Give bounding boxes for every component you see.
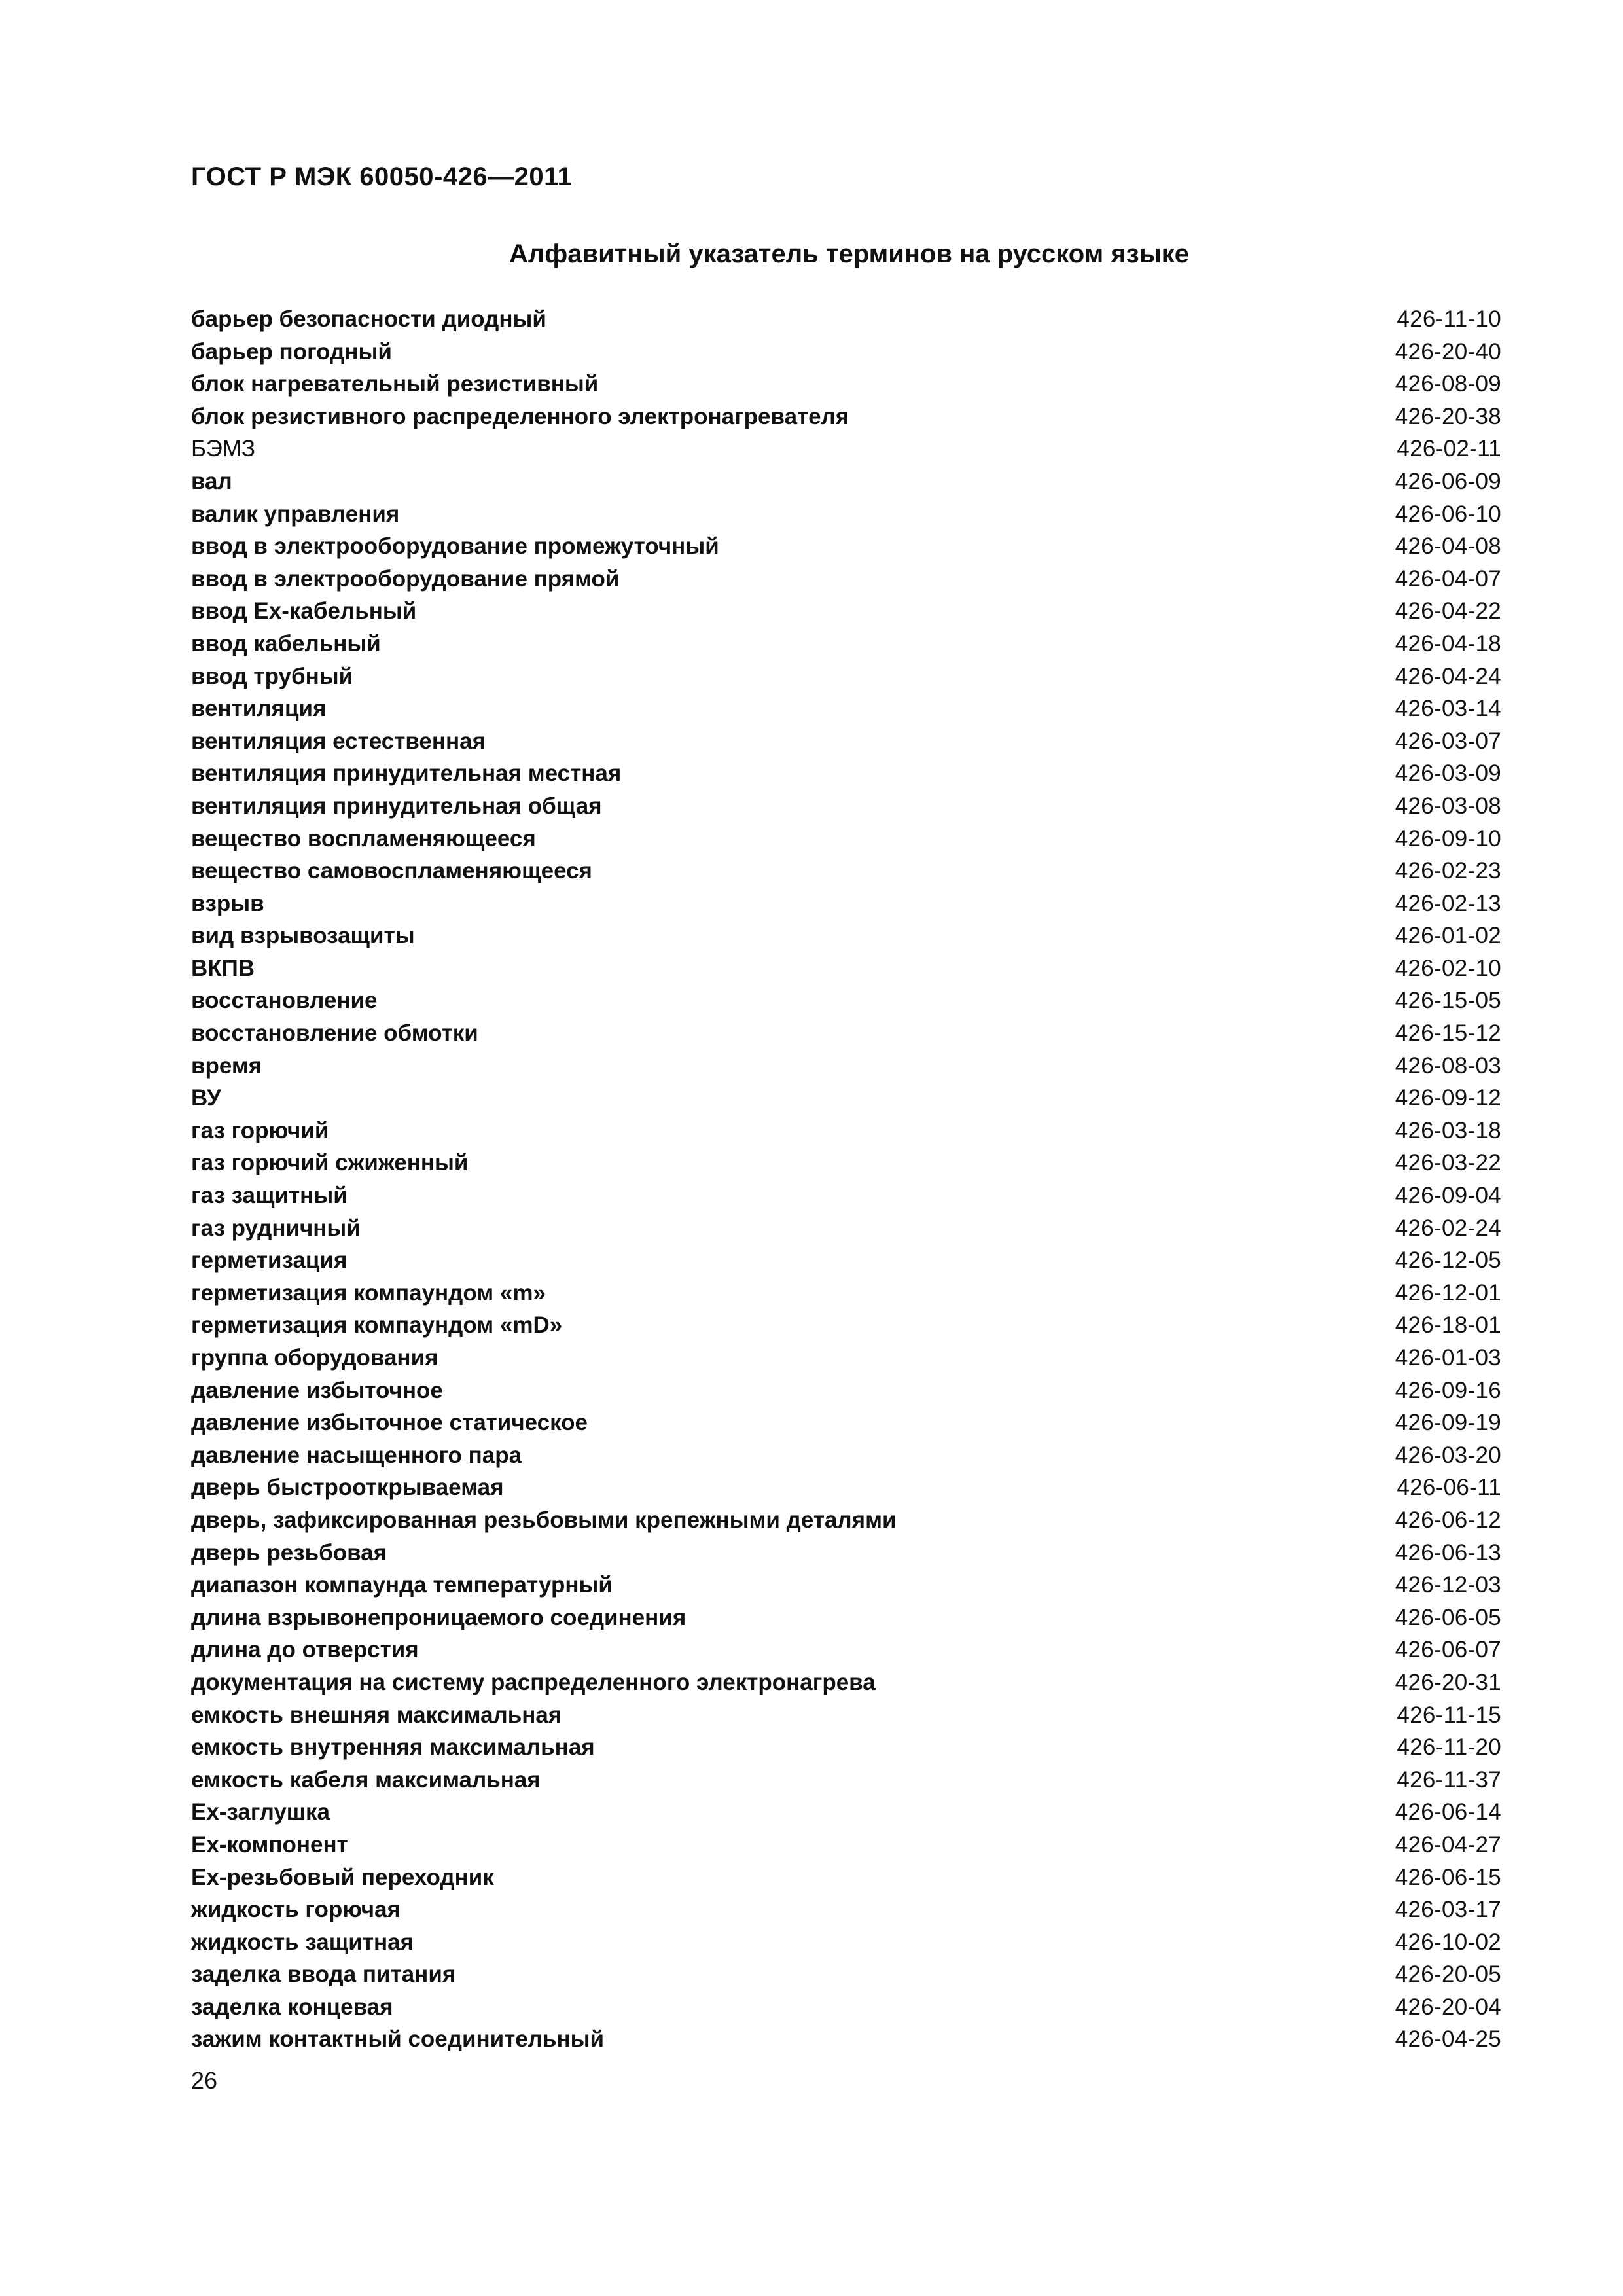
index-term-code: 426-03-09 — [1395, 761, 1501, 787]
index-term-code: 426-11-37 — [1397, 1767, 1501, 1793]
index-term: блок нагревательный резистивный — [191, 371, 599, 397]
index-term: диапазон компаунда температурный — [191, 1572, 613, 1598]
index-term-code: 426-02-24 — [1395, 1215, 1501, 1241]
index-term-code: 426-12-01 — [1395, 1280, 1501, 1306]
index-term: ввод в электрооборудование промежуточный — [191, 533, 719, 560]
index-term: вентиляция принудительная местная — [191, 761, 622, 787]
index-term: вещество самовоспламеняющееся — [191, 858, 592, 884]
index-term-code: 426-20-40 — [1395, 338, 1501, 365]
index-term: взрыв — [191, 890, 264, 916]
index-term-code: 426-03-20 — [1395, 1442, 1501, 1468]
index-term: время — [191, 1052, 262, 1079]
index-term: восстановление обмотки — [191, 1020, 478, 1047]
index-term: валик управления — [191, 501, 400, 527]
index-term-code: 426-04-07 — [1395, 565, 1501, 592]
index-term-code: 426-02-10 — [1395, 955, 1501, 981]
index-term: емкость кабеля максимальная — [191, 1767, 541, 1793]
index-term-code: 426-06-15 — [1395, 1864, 1501, 1890]
index-entry — [191, 563, 1501, 596]
index-entry — [191, 1244, 1501, 1277]
index-term: дверь быстрооткрываемая — [191, 1475, 504, 1501]
index-entry — [191, 1017, 1501, 1050]
index-term: ввод в электрооборудование прямой — [191, 565, 620, 592]
index-term-code: 426-12-03 — [1395, 1572, 1501, 1598]
index-term: блок резистивного распределенного электронагревателя — [191, 403, 849, 429]
index-entry — [191, 1796, 1501, 1829]
index-entry — [191, 920, 1501, 952]
index-term: вентиляция естественная — [191, 728, 486, 754]
index-entry — [191, 790, 1501, 823]
index-term-code: 426-03-22 — [1395, 1150, 1501, 1176]
index-term: документация на систему распределенного электронагрева — [191, 1669, 876, 1695]
index-term: герметизация — [191, 1247, 348, 1274]
document-header: ГОСТ Р МЭК 60050-426—2011 — [191, 162, 573, 191]
index-term: БЭМЗ — [191, 436, 256, 462]
index-entry — [191, 368, 1501, 401]
index-term-code: 426-06-10 — [1395, 501, 1501, 527]
index-term-code: 426-03-08 — [1395, 793, 1501, 819]
index-term-code: 426-03-17 — [1395, 1897, 1501, 1923]
index-entry — [191, 692, 1501, 725]
index-entry — [191, 498, 1501, 531]
index-term: давление избыточное — [191, 1377, 443, 1403]
index-entry — [191, 1958, 1501, 1991]
index-term: ввод трубный — [191, 663, 353, 689]
index-term: вид взрывозащиты — [191, 923, 415, 949]
index-term-code: 426-02-11 — [1397, 436, 1501, 462]
index-term-code: 426-20-04 — [1395, 1994, 1501, 2020]
index-term-code: 426-06-14 — [1395, 1799, 1501, 1825]
index-term-code: 426-04-08 — [1395, 533, 1501, 560]
page-number: 26 — [191, 2067, 218, 2094]
index-entry — [191, 1407, 1501, 1439]
index-term-code: 426-04-27 — [1395, 1831, 1501, 1857]
index-term: длина взрывонепроницаемого соединения — [191, 1604, 687, 1630]
index-term: дверь резьбовая — [191, 1539, 387, 1566]
index-term: Ex-компонент — [191, 1831, 348, 1857]
index-entry — [191, 1082, 1501, 1115]
index-term-code: 426-20-05 — [1395, 1962, 1501, 1988]
index-term: барьер погодный — [191, 338, 392, 365]
index-term: вентиляция принудительная общая — [191, 793, 602, 819]
index-entry — [191, 465, 1501, 498]
index-term-code: 426-20-31 — [1395, 1669, 1501, 1695]
index-term: емкость внешняя максимальная — [191, 1702, 562, 1728]
index-term-code: 426-11-15 — [1397, 1702, 1501, 1728]
index-entry — [191, 1764, 1501, 1797]
index-term: барьер безопасности диодный — [191, 306, 546, 332]
index-term: длина до отверстия — [191, 1637, 419, 1663]
index-entry — [191, 1569, 1501, 1602]
index-entry — [191, 1374, 1501, 1407]
index-term-code: 426-06-07 — [1395, 1637, 1501, 1663]
index-entry — [191, 1537, 1501, 1570]
index-term-code: 426-15-05 — [1395, 988, 1501, 1014]
index-term-code: 426-18-01 — [1395, 1312, 1501, 1338]
index-term: группа оборудования — [191, 1345, 438, 1371]
index-term-code: 426-03-14 — [1395, 696, 1501, 722]
index-term: зажим контактный соединительный — [191, 2026, 605, 2053]
index-entry — [191, 628, 1501, 660]
index-entry — [191, 1147, 1501, 1179]
index-entry — [191, 1504, 1501, 1537]
index-entry — [191, 530, 1501, 563]
index-entry — [191, 401, 1501, 433]
index-entry — [191, 1666, 1501, 1699]
index-term: ввод кабельный — [191, 630, 381, 656]
index-entry — [191, 1277, 1501, 1310]
index-entry — [191, 1991, 1501, 2024]
index-term-code: 426-02-13 — [1395, 890, 1501, 916]
index-entry — [191, 303, 1501, 336]
index-term: давление насыщенного пара — [191, 1442, 522, 1468]
index-term: жидкость горючая — [191, 1897, 401, 1923]
index-term-code: 426-04-18 — [1395, 630, 1501, 656]
index-entry — [191, 1634, 1501, 1666]
index-term-code: 426-06-05 — [1395, 1604, 1501, 1630]
index-entry — [191, 1115, 1501, 1147]
index-entry — [191, 1861, 1501, 1894]
index-term-code: 426-04-22 — [1395, 598, 1501, 624]
index-entry — [191, 984, 1501, 1017]
index-term-code: 426-04-25 — [1395, 2026, 1501, 2053]
index-term: жидкость защитная — [191, 1929, 414, 1955]
index-entry — [191, 1926, 1501, 1959]
index-term: заделка концевая — [191, 1994, 393, 2020]
index-entry — [191, 1212, 1501, 1245]
index-term-code: 426-11-10 — [1397, 306, 1501, 332]
index-entry — [191, 595, 1501, 628]
index-term: газ рудничный — [191, 1215, 361, 1241]
index-entry — [191, 1699, 1501, 1732]
index-term-code: 426-06-09 — [1395, 468, 1501, 494]
index-term: Ex-резьбовый переходник — [191, 1864, 494, 1890]
index-entry — [191, 336, 1501, 368]
index-term: емкость внутренняя максимальная — [191, 1734, 595, 1761]
index-term: герметизация компаундом «mD» — [191, 1312, 563, 1338]
index-term-code: 426-06-11 — [1397, 1475, 1501, 1501]
index-term-code: 426-11-20 — [1397, 1734, 1501, 1761]
index-entry — [191, 1439, 1501, 1472]
index-term-code: 426-04-24 — [1395, 663, 1501, 689]
index-term: заделка ввода питания — [191, 1962, 456, 1988]
index-term-code: 426-03-18 — [1395, 1117, 1501, 1143]
index-term: дверь, зафиксированная резьбовыми крепежными деталями — [191, 1507, 897, 1533]
index-term: давление избыточное статическое — [191, 1410, 588, 1436]
index-term-code: 426-01-02 — [1395, 923, 1501, 949]
index-entry — [191, 1471, 1501, 1504]
index-term-code: 426-09-10 — [1395, 825, 1501, 852]
index-entry — [191, 1050, 1501, 1083]
index-title: Алфавитный указатель терминов на русском языке — [508, 240, 1190, 268]
index-entry — [191, 2023, 1501, 2056]
index-term-code: 426-09-12 — [1395, 1085, 1501, 1111]
index-term-code: 426-08-09 — [1395, 371, 1501, 397]
index-term-code: 426-12-05 — [1395, 1247, 1501, 1274]
index-term: вещество воспламеняющееся — [191, 825, 536, 852]
index-entry — [191, 888, 1501, 920]
index-entry — [191, 1309, 1501, 1342]
index-entry — [191, 1342, 1501, 1374]
index-term: газ защитный — [191, 1183, 348, 1209]
index-term-code: 426-09-04 — [1395, 1183, 1501, 1209]
index-entry — [191, 725, 1501, 758]
index-entry — [191, 757, 1501, 790]
index-term-code: 426-08-03 — [1395, 1052, 1501, 1079]
index-term-code: 426-10-02 — [1395, 1929, 1501, 1955]
index-term-code: 426-06-13 — [1395, 1539, 1501, 1566]
index-term-code: 426-02-23 — [1395, 858, 1501, 884]
index-entry — [191, 1602, 1501, 1634]
index-entry — [191, 1829, 1501, 1861]
index-term: ввод Ex-кабельный — [191, 598, 417, 624]
index-term: вал — [191, 468, 232, 494]
index-term-code: 426-20-38 — [1395, 403, 1501, 429]
index-term-code: 426-01-03 — [1395, 1345, 1501, 1371]
index-entry — [191, 952, 1501, 985]
index-entry — [191, 1179, 1501, 1212]
index-term-code: 426-06-12 — [1395, 1507, 1501, 1533]
index-entry — [191, 855, 1501, 888]
index-term: ВУ — [191, 1085, 221, 1111]
index-term: восстановление — [191, 988, 378, 1014]
index-entry — [191, 1893, 1501, 1926]
index-entry — [191, 433, 1501, 465]
index-term: герметизация компаундом «m» — [191, 1280, 546, 1306]
index-term: ВКПВ — [191, 955, 255, 981]
index-term: вентиляция — [191, 696, 327, 722]
index-term: газ горючий — [191, 1117, 329, 1143]
index-entry — [191, 823, 1501, 855]
index-term: Ex-заглушка — [191, 1799, 330, 1825]
index-term-code: 426-09-19 — [1395, 1410, 1501, 1436]
term-index-list — [191, 303, 1501, 2056]
index-entry — [191, 660, 1501, 693]
index-term-code: 426-15-12 — [1395, 1020, 1501, 1047]
index-term-code: 426-03-07 — [1395, 728, 1501, 754]
index-term-code: 426-09-16 — [1395, 1377, 1501, 1403]
index-entry — [191, 1731, 1501, 1764]
index-term: газ горючий сжиженный — [191, 1150, 469, 1176]
